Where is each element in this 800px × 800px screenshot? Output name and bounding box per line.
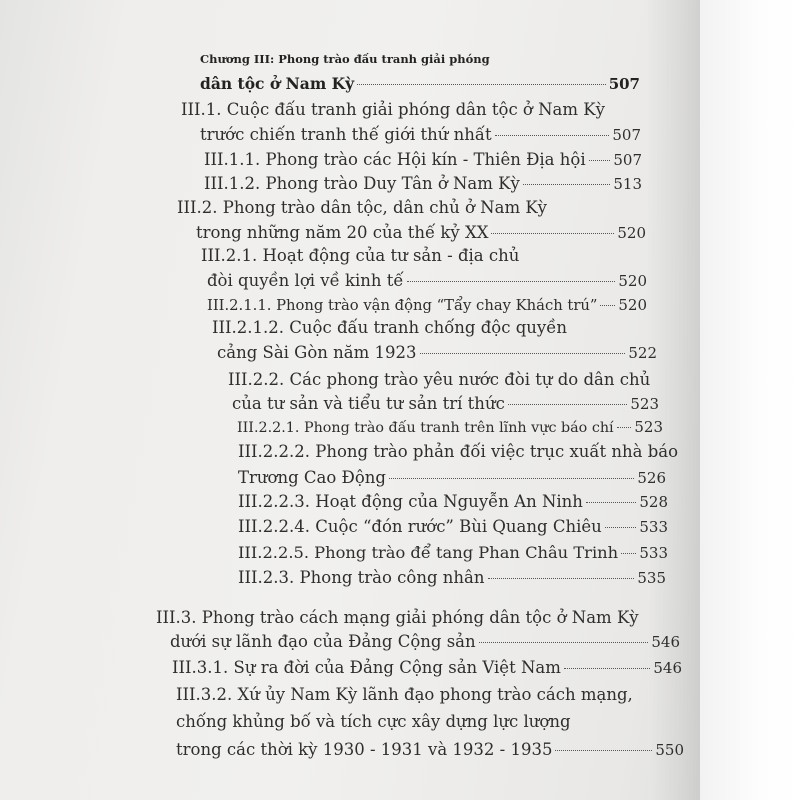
toc-entry: III.2.2.2. Phong trào phản đối việc trục xuất nhà báo [238,442,679,461]
toc-entry: III.2.1.1. Phong trào vận động “Tẩy chay Khách trú” 520 [207,296,647,314]
toc-entry: chống khủng bố và tích cực xây dựng lực lượng [176,712,571,731]
toc-entry: Trương Cao Động 526 [238,468,666,487]
toc-entry: III.1. Cuộc đấu tranh giải phóng dân tộc ở Nam Kỳ [181,100,605,119]
background-outside-book [700,0,800,800]
toc-entry: III.2.2.1. Phong trào đấu tranh trên lĩnh vực báo chí 523 [237,418,663,436]
toc-entry: III.2.1.2. Cuộc đấu tranh chống độc quyền [212,318,568,337]
toc-entry: III.2.2.3. Hoạt động của Nguyễn An Ninh 528 [238,492,668,511]
toc-entry: III.3.1. Sự ra đời của Đảng Cộng sản Việt Nam 546 [172,658,682,677]
toc-entry: đòi quyền lợi về kinh tế 520 [207,271,647,290]
toc-entry: III.2.3. Phong trào công nhân 535 [238,568,666,587]
toc-entry: trong những năm 20 của thế kỷ XX 520 [196,223,646,242]
toc-entry: cảng Sài Gòn năm 1923 522 [217,343,657,362]
toc-entry: của tư sản và tiểu tư sản trí thức 523 [232,394,659,413]
toc-entry: trước chiến tranh thế giới thứ nhất 507 [200,125,641,144]
toc-entry: III.1.2. Phong trào Duy Tân ở Nam Kỳ 513 [204,174,642,193]
toc-entry: III.2.2. Các phong trào yêu nước đòi tự do dân chủ [228,370,651,389]
chapter-title-line2: dân tộc ở Nam Kỳ 507 [200,74,640,93]
toc-entry: III.2.2.4. Cuộc “đón rước” Bùi Quang Chiêu 533 [238,517,668,536]
toc-entry: III.2.2.5. Phong trào để tang Phan Châu Trinh 533 [238,543,668,562]
toc-entry: III.2. Phong trào dân tộc, dân chủ ở Nam Kỳ [177,198,547,217]
toc-entry: III.2.1. Hoạt động của tư sản - địa chủ [201,246,520,265]
toc-entry: trong các thời kỳ 1930 - 1931 và 1932 - 1935 550 [176,740,684,759]
toc-entry: III.3.2. Xứ ủy Nam Kỳ lãnh đạo phong trào cách mạng, [176,685,633,704]
toc-entry: III.1.1. Phong trào các Hội kín - Thiên Địa hội 507 [204,150,642,169]
toc-entry: dưới sự lãnh đạo của Đảng Cộng sản 546 [170,632,680,651]
chapter-title-line1: Chương III: Phong trào đấu tranh giải phóng [200,52,490,66]
toc-entry: III.3. Phong trào cách mạng giải phóng dân tộc ở Nam Kỳ [156,608,639,627]
